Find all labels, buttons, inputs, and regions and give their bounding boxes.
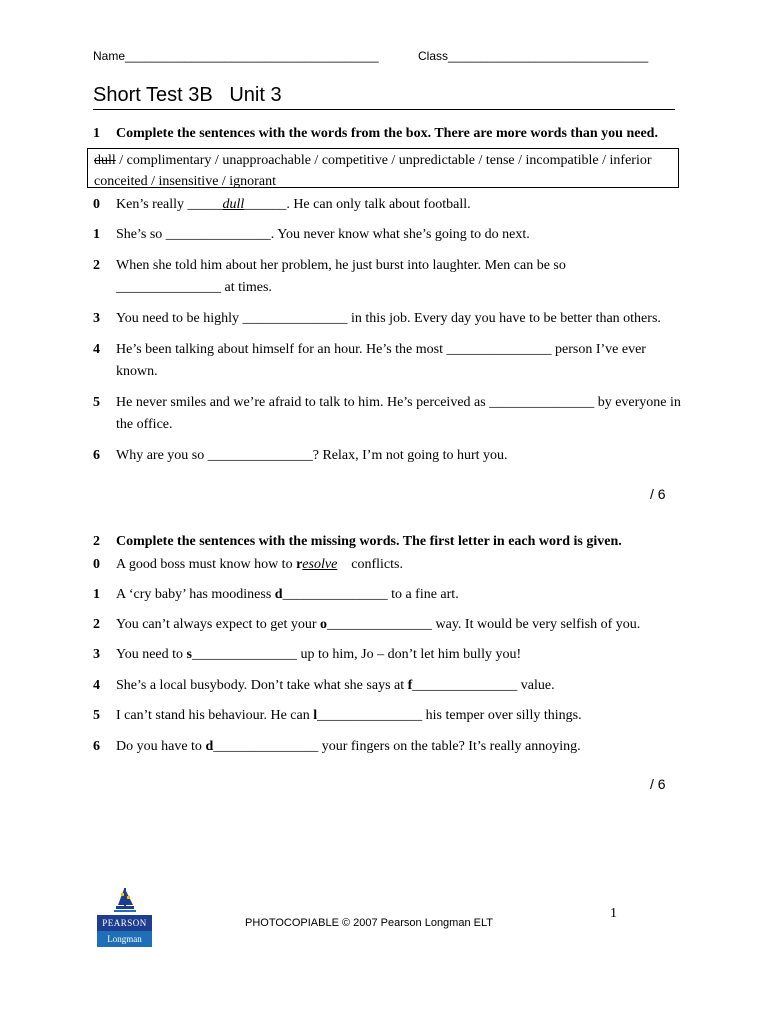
logo-pearson-text: PEARSON — [97, 915, 152, 931]
item-text: A ‘cry baby’ has moodiness — [116, 587, 275, 602]
item-text: Do you have to — [116, 739, 206, 754]
s1-item-6 — [93, 445, 683, 467]
example-answer: esolve — [302, 557, 338, 572]
word-box — [87, 148, 679, 188]
answer-line: ______ — [244, 197, 287, 212]
class-field-label: Class______________________________ — [418, 49, 649, 63]
item-number: 2 — [93, 617, 100, 632]
item-number: 1 — [93, 227, 100, 242]
copyright-footer: PHOTOCOPIABLE © 2007 Pearson Longman ELT — [245, 917, 493, 929]
item-number: 4 — [93, 678, 100, 693]
word-box-words: / complimentary / unapproachable / competitive / unpredictable / tense / incompatible / inferior conceited / insensitive / ignorant — [94, 153, 652, 189]
item-text: You need to — [116, 647, 187, 662]
item-number: 4 — [93, 342, 100, 357]
section2-score: / 6 — [650, 776, 666, 792]
item-text: . He can only talk about football. — [286, 197, 471, 212]
example-answer: dull — [222, 197, 245, 212]
item-text: _______________ way. It would be very selfish of you. — [327, 617, 641, 632]
s2-item-3 — [93, 644, 683, 666]
item-number: 6 — [93, 739, 100, 754]
section1-instruction — [93, 126, 658, 142]
section1-score: / 6 — [650, 486, 666, 502]
item-number: 5 — [93, 708, 100, 723]
item-text: A good boss must know how to — [116, 557, 297, 572]
item-text: She’s so _______________. You never know what she’s going to do next. — [116, 227, 530, 242]
s2-item-6 — [93, 736, 683, 758]
item-text: Why are you so _______________? Relax, I’m not going to hurt you. — [116, 448, 508, 463]
s1-item-4 — [93, 339, 683, 383]
item-text: _______________ value. — [412, 678, 555, 693]
item-text: I can’t stand his behaviour. He can — [116, 708, 314, 723]
s1-item-1 — [93, 224, 683, 246]
first-letter: o — [320, 617, 327, 632]
section2-number: 2 — [93, 534, 100, 549]
item-text: _______________ your fingers on the table? It’s really annoying. — [213, 739, 581, 754]
item-number: 3 — [93, 311, 100, 326]
item-text: You can’t always expect to get your — [116, 617, 320, 632]
first-letter: r — [296, 557, 303, 572]
section1-instruction-text: Complete the sentences with the words from the box. There are more words than you need. — [116, 126, 658, 141]
item-text: _______________ to a fine art. — [282, 587, 459, 602]
first-letter: d — [205, 739, 214, 754]
s2-item-0 — [93, 554, 683, 576]
s2-item-1 — [93, 584, 683, 606]
item-text: He’s been talking about himself for an hour. He’s the most _______________ person I’ve ever known. — [116, 342, 646, 379]
s2-item-5 — [93, 705, 683, 727]
item-text: conflicts. — [337, 557, 403, 572]
name-field-label: Name______________________________________ — [93, 49, 379, 63]
first-letter: s — [186, 647, 192, 662]
item-number: 0 — [93, 557, 100, 572]
item-text: _______________ his temper over silly things. — [317, 708, 582, 723]
s1-item-2 — [93, 255, 683, 299]
s1-item-5 — [93, 392, 683, 436]
item-number: 0 — [93, 197, 100, 212]
section2-instruction — [93, 534, 622, 550]
title-underline — [93, 109, 675, 110]
section1-number: 1 — [93, 126, 100, 141]
item-number: 5 — [93, 395, 100, 410]
s1-item-0 — [93, 194, 683, 216]
item-number: 3 — [93, 647, 100, 662]
logo-longman-text: Longman — [97, 931, 152, 947]
item-number: 1 — [93, 587, 100, 602]
s1-item-3 — [93, 308, 683, 330]
page-number: 1 — [610, 906, 617, 921]
item-text: You need to be highly _______________ in this job. Every day you have to be better than others. — [116, 311, 661, 326]
item-text: Ken’s really _____ — [116, 197, 223, 212]
item-text: When she told him about her problem, he just burst into laughter. Men can be so _______________ at times. — [116, 258, 566, 295]
first-letter: d — [274, 587, 283, 602]
pearson-longman-logo — [97, 887, 152, 947]
first-letter: f — [407, 678, 413, 693]
item-text: He never smiles and we’re afraid to talk to him. He’s perceived as _______________ by everyone in the office. — [116, 395, 681, 432]
first-letter: l — [313, 708, 318, 723]
page-title: Short Test 3B Unit 3 — [93, 84, 282, 106]
s2-item-2 — [93, 614, 683, 636]
s2-item-4 — [93, 675, 683, 697]
section2-instruction-text: Complete the sentences with the missing words. The first letter in each word is given. — [116, 534, 622, 549]
ship-icon — [112, 887, 138, 913]
word-box-example-word: dull — [94, 153, 116, 168]
item-number: 2 — [93, 258, 100, 273]
item-text: She’s a local busybody. Don’t take what she says at — [116, 678, 408, 693]
item-text: _______________ up to him, Jo – don’t let him bully you! — [191, 647, 522, 662]
item-number: 6 — [93, 448, 100, 463]
